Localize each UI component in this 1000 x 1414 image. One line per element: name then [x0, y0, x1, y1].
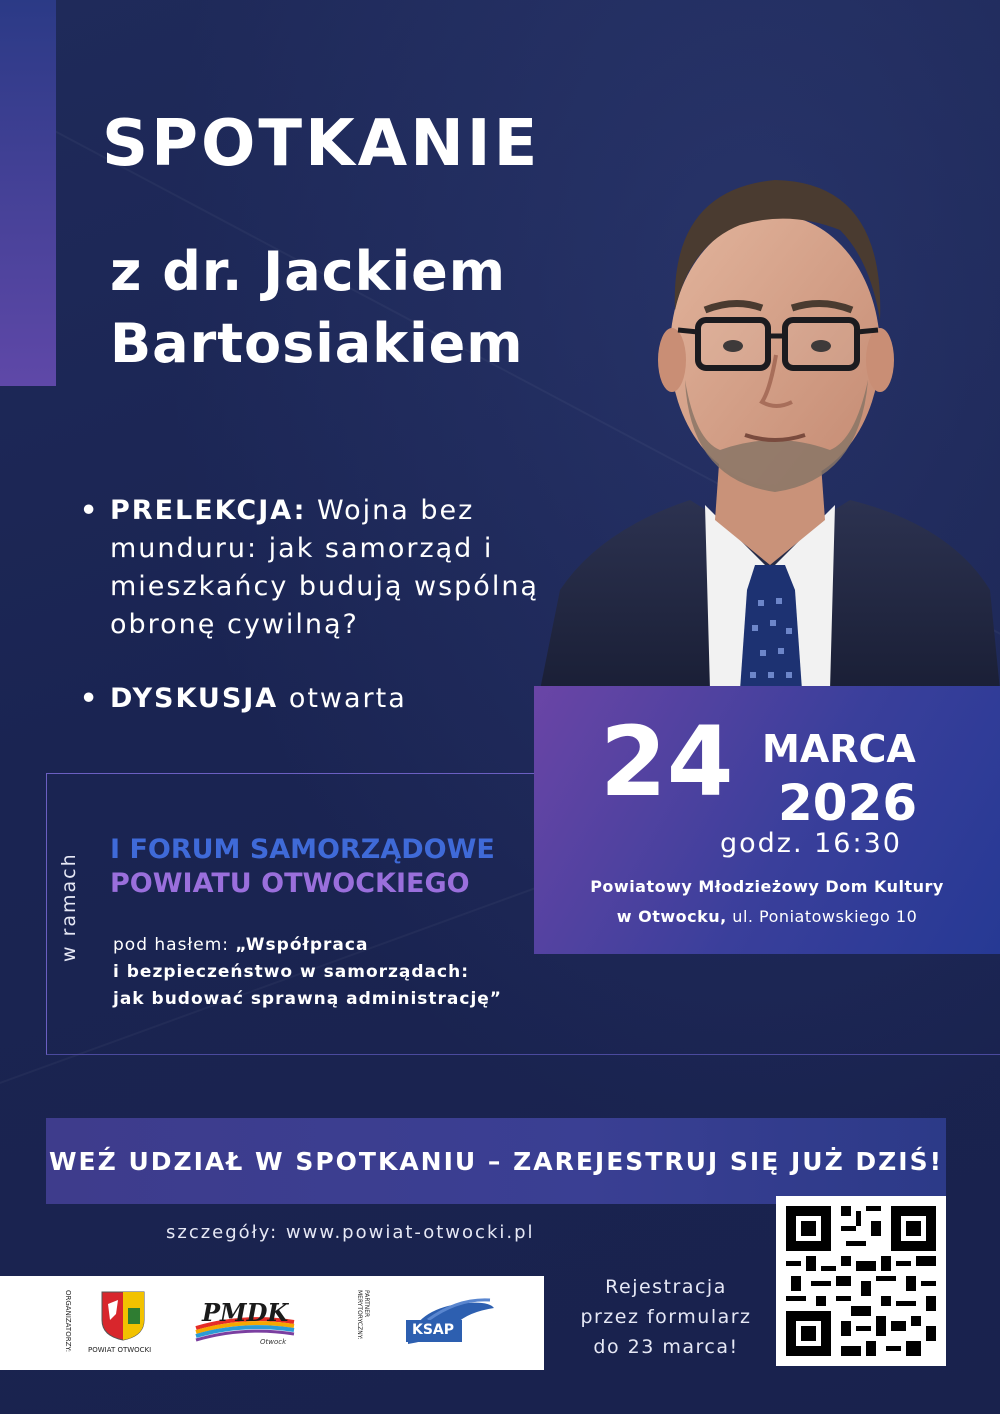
- ksap-logo-icon: [398, 1294, 498, 1348]
- event-venue: [534, 872, 1000, 932]
- slogan-line-1: „Współpraca: [235, 935, 369, 955]
- details-link[interactable]: szczegóły: www.powiat-otwocki.pl: [166, 1222, 535, 1243]
- forum-title: [110, 833, 530, 901]
- speaker-photo: [540, 120, 1000, 690]
- left-accent-bar: [0, 0, 56, 386]
- slogan-line-3: jak budować sprawną administrację”: [113, 989, 502, 1009]
- pmdk-sub: Otwock: [260, 1338, 287, 1346]
- powiat-crest-icon: [100, 1290, 146, 1342]
- registration-info: [568, 1272, 764, 1362]
- cta-text: WEŹ UDZIAŁ W SPOTKANIU – ZAREJESTRUJ SIĘ JUŻ DZIŚ!: [48, 1146, 944, 1176]
- event-year: 2026: [778, 774, 918, 832]
- date-box: [534, 686, 1000, 954]
- venue-name: Powiatowy Młodzieżowy Dom Kultury: [590, 877, 944, 896]
- slogan-prefix: pod hasłem:: [113, 935, 230, 955]
- event-day: 24: [600, 706, 734, 818]
- speaker-line-1: z dr. Jackiem: [110, 240, 506, 303]
- dyskusja-label: DYSKUSJA: [110, 683, 279, 714]
- registration-cta-banner: [46, 1118, 946, 1204]
- event-month: MARCA: [762, 727, 916, 771]
- bullet-icon: •: [80, 683, 100, 714]
- forum-title-line-1: I FORUM SAMORZĄDOWE: [110, 834, 495, 865]
- logos-strip: [0, 1276, 544, 1370]
- program-list: [80, 492, 550, 718]
- pmdk-text: PMDK: [202, 1298, 289, 1327]
- registration-qr-code[interactable]: [776, 1196, 946, 1366]
- partner-label: PARTNER MERYTORYCZNY:: [356, 1290, 370, 1340]
- speaker-line-2: Bartosiakiem: [110, 312, 524, 375]
- powiat-caption: POWIAT OTWOCKI: [88, 1346, 152, 1354]
- speaker-portrait: [540, 120, 1000, 690]
- forum-slogan: [113, 932, 573, 1013]
- organizers-label: ORGANIZATORZY:: [64, 1290, 72, 1353]
- venue-address: ul. Poniatowskiego 10: [732, 907, 918, 926]
- qr-code-icon: [776, 1196, 946, 1366]
- ksap-text: KSAP: [412, 1322, 455, 1338]
- registration-line-1: Rejestracja: [605, 1276, 727, 1298]
- event-title: SPOTKANIE: [102, 107, 541, 181]
- list-item: [80, 680, 550, 718]
- event-time: godz. 16:30: [720, 828, 902, 859]
- prelekcja-label: PRELEKCJA:: [110, 495, 307, 526]
- dyskusja-text: otwarta: [288, 683, 407, 714]
- registration-line-2: przez formularz: [580, 1306, 752, 1328]
- prelekcja-text: Wojna bez munduru: jak samorząd i mieszkańcy budują wspólną obronę cywilną?: [110, 495, 539, 640]
- list-item: [80, 492, 550, 644]
- context-label: w ramach: [58, 852, 80, 962]
- bullet-icon: •: [80, 495, 100, 526]
- slogan-line-2: i bezpieczeństwo w samorządach:: [113, 962, 469, 982]
- forum-title-line-2: POWIATU OTWOCKIEGO: [110, 868, 470, 899]
- venue-city: w Otwocku,: [616, 907, 727, 926]
- registration-line-3: do 23 marca!: [593, 1336, 739, 1358]
